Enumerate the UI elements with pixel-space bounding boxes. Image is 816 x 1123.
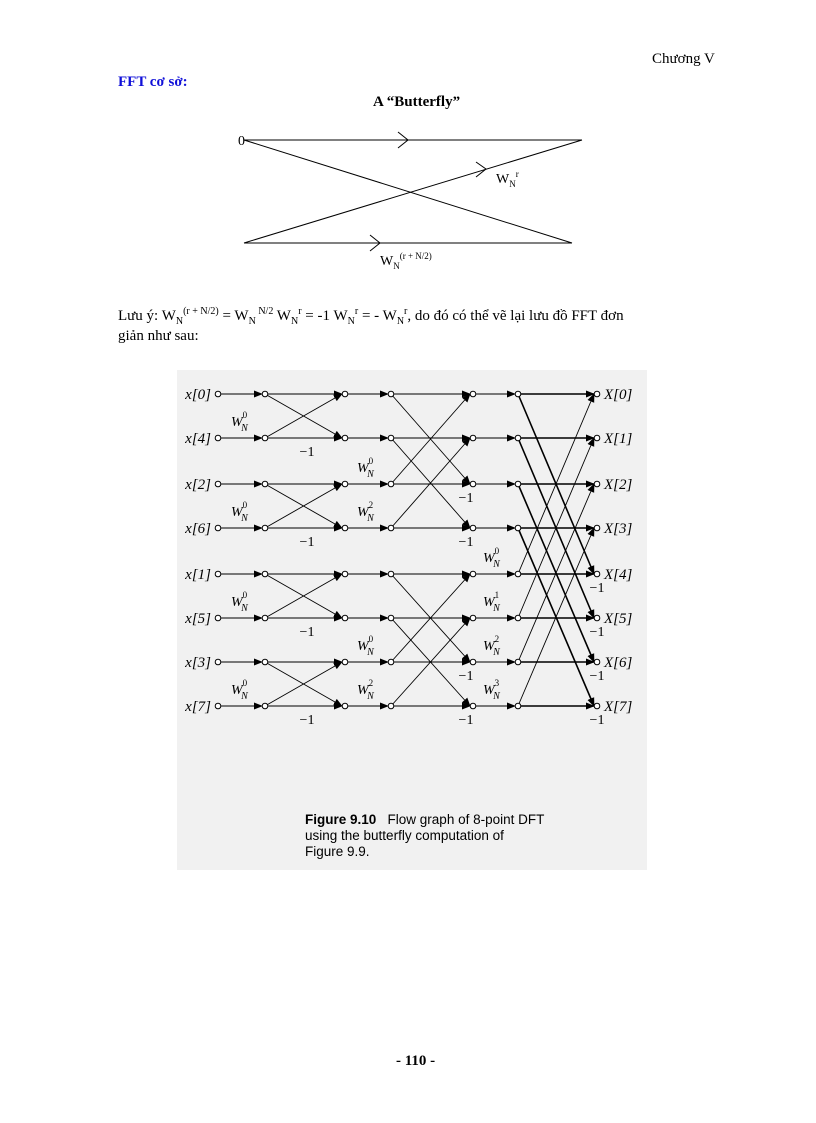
stage3-minus-one-1: −1 (589, 625, 605, 640)
stage2-twiddle-3: $W^2$ N (357, 678, 374, 702)
output-node-5 (594, 615, 600, 621)
fft-flow-graph (177, 370, 647, 810)
output-node-6 (594, 659, 600, 665)
output-node-3 (594, 525, 600, 531)
node-2-0 (342, 391, 348, 397)
node-5-6 (515, 659, 521, 665)
node-5-1 (515, 435, 521, 441)
input-label-6: x[3] (185, 655, 211, 671)
node-2-3 (342, 525, 348, 531)
output-label-6: X[6] (604, 655, 633, 671)
node-4-7 (470, 703, 476, 709)
node-0-2 (215, 481, 221, 487)
note-line-1: Lưu ý: $W_N^{(r + N/2)} = W_N$ $^{N/2}$ $W_N^r = -1$ $W_N^r$ = - $W_N^r$, do đó có thể vẽ lại lưu đồ FFT đơn (118, 306, 624, 327)
output-label-3: X[3] (604, 521, 633, 537)
node-1-3 (262, 525, 268, 531)
node-1-0 (262, 391, 268, 397)
caption-line-2: using the butterfly computation of (305, 828, 504, 843)
stage1-minus-one-2: −1 (299, 625, 315, 640)
output-node-1 (594, 435, 600, 441)
stage1-minus-one-1: −1 (299, 535, 315, 550)
output-label-1: X[1] (604, 431, 633, 447)
node-5-7 (515, 703, 521, 709)
output-node-2 (594, 481, 600, 487)
node-4-6 (470, 659, 476, 665)
node-4-2 (470, 481, 476, 487)
node-3-3 (388, 525, 394, 531)
output-node-4 (594, 571, 600, 577)
node-0-6 (215, 659, 221, 665)
output-label-7: X[7] (604, 699, 633, 715)
input-label-5: x[5] (185, 611, 211, 627)
node-0-7 (215, 703, 221, 709)
node-3-6 (388, 659, 394, 665)
stage1-twiddle-0: $W^0$ N (231, 410, 248, 434)
stage2-minus-one-2: −1 (458, 669, 474, 684)
node-4-1 (470, 435, 476, 441)
node-4-4 (470, 571, 476, 577)
node-2-4 (342, 571, 348, 577)
bf-twiddle-top: $W_N^r$ (496, 169, 519, 189)
output-label-4: X[4] (604, 567, 633, 583)
page-number: - 110 - (396, 1053, 436, 1069)
node-3-4 (388, 571, 394, 577)
stage2-twiddle-0: $W^0$ N (357, 456, 374, 480)
node-2-2 (342, 481, 348, 487)
butterfly-diagram (230, 125, 600, 275)
node-0-0 (215, 391, 221, 397)
stage3-twiddle-0: $W^0$ N (483, 546, 500, 570)
bf-node-label: 0 (238, 134, 245, 149)
stage1-twiddle-1: $W^0$ N (231, 500, 248, 524)
caption-line-3: Figure 9.9. (305, 844, 370, 859)
node-5-2 (515, 481, 521, 487)
stage3-twiddle-2: $W^2$ N (483, 634, 500, 658)
butterfly-title: A “Butterfly” (373, 94, 461, 110)
stage3-minus-one-2: −1 (589, 669, 605, 684)
input-label-1: x[4] (185, 431, 211, 447)
node-3-0 (388, 391, 394, 397)
node-3-7 (388, 703, 394, 709)
node-3-1 (388, 435, 394, 441)
stage1-twiddle-2: $W^0$ N (231, 590, 248, 614)
stage2-minus-one-1: −1 (458, 535, 474, 550)
node-5-3 (515, 525, 521, 531)
output-label-2: X[2] (604, 477, 633, 493)
node-4-3 (470, 525, 476, 531)
node-4-5 (470, 615, 476, 621)
node-4-0 (470, 391, 476, 397)
stage1-minus-one-0: −1 (299, 445, 315, 460)
node-2-1 (342, 435, 348, 441)
node-1-2 (262, 481, 268, 487)
input-label-4: x[1] (185, 567, 211, 583)
node-0-1 (215, 435, 221, 441)
node-5-4 (515, 571, 521, 577)
caption-line-1: Figure 9.10 Flow graph of 8-point DFT (305, 812, 545, 827)
input-label-7: x[7] (185, 699, 211, 715)
node-1-6 (262, 659, 268, 665)
input-label-2: x[2] (185, 477, 211, 493)
node-2-5 (342, 615, 348, 621)
bf-twiddle-bottom: $W_N^{(r + N/2)}$ (380, 251, 432, 271)
node-0-5 (215, 615, 221, 621)
section-title: FFT cơ sở: (118, 74, 188, 90)
stage1-minus-one-3: −1 (299, 713, 315, 728)
node-5-5 (515, 615, 521, 621)
node-0-3 (215, 525, 221, 531)
stage3-minus-one-3: −1 (589, 713, 605, 728)
node-1-4 (262, 571, 268, 577)
node-3-2 (388, 481, 394, 487)
chapter-header: Chương V (652, 51, 715, 67)
node-1-7 (262, 703, 268, 709)
node-2-6 (342, 659, 348, 665)
stage3-minus-one-0: −1 (589, 581, 605, 596)
stage2-twiddle-1: $W^2$ N (357, 500, 374, 524)
output-label-5: X[5] (604, 611, 633, 627)
output-label-0: X[0] (604, 387, 633, 403)
node-2-7 (342, 703, 348, 709)
stage2-minus-one-0: −1 (458, 491, 474, 506)
input-label-0: x[0] (185, 387, 211, 403)
stage2-twiddle-2: $W^0$ N (357, 634, 374, 658)
stage3-twiddle-3: $W^3$ N (483, 678, 500, 702)
node-3-5 (388, 615, 394, 621)
output-node-7 (594, 703, 600, 709)
figure-caption (305, 812, 544, 860)
note-line-2: giản như sau: (118, 328, 199, 344)
output-node-0 (594, 391, 600, 397)
node-5-0 (515, 391, 521, 397)
stage3-twiddle-1: $W^1$ N (483, 590, 500, 614)
node-0-4 (215, 571, 221, 577)
input-label-3: x[6] (185, 521, 211, 537)
stage1-twiddle-3: $W^0$ N (231, 678, 248, 702)
node-1-5 (262, 615, 268, 621)
node-1-1 (262, 435, 268, 441)
stage2-minus-one-3: −1 (458, 713, 474, 728)
